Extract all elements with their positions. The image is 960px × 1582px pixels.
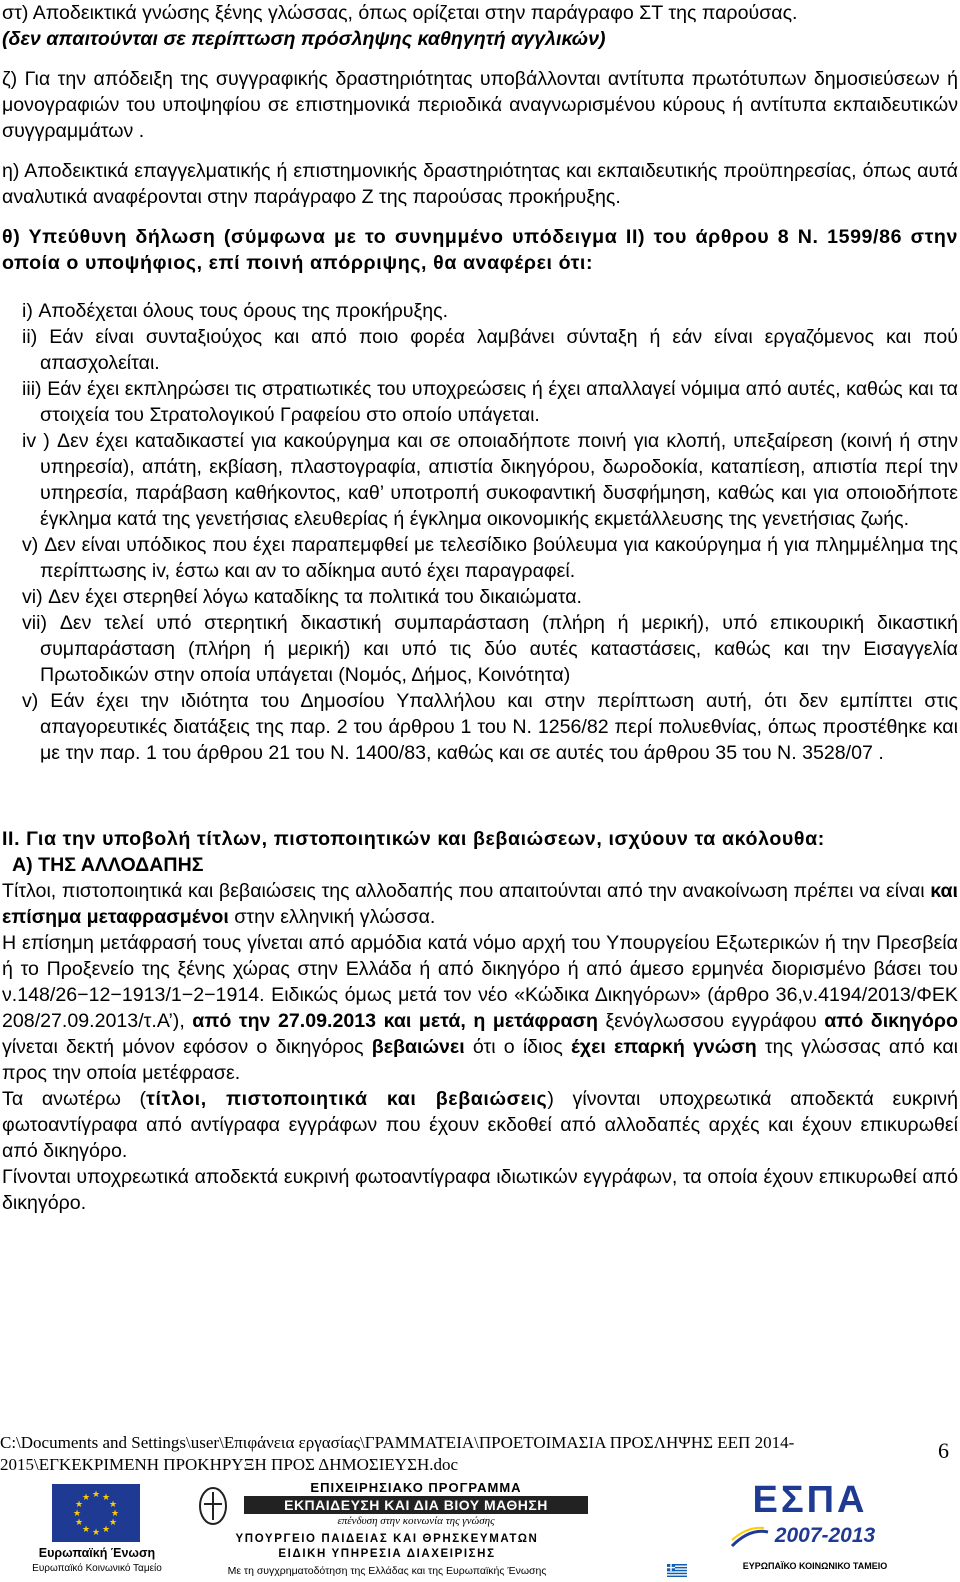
- paragraph-th: θ) Υπεύθυνη δήλωση (σύμφωνα με το συνημμένο υπόδειγμα ΙΙ) του άρθρου 8 Ν. 1599/86 στην οποία ο υποψήφιος, επί ποινή απόρριψης, θα αναφέρει ότι:: [2, 226, 958, 274]
- list-item: ii) Εάν είναι συνταξιούχος και από ποιο φορέα λαμβάνει σύνταξη ή εάν είναι εργαζόμενος και πού απασχολείται.: [22, 326, 958, 374]
- svg-text:★: ★: [81, 1493, 91, 1503]
- ministry-caption: ΥΠΟΥΡΓΕΙΟ ΠΑΙΔΕΙΑΣ ΚΑΙ ΘΡΗΣΚΕΥΜΑΤΩΝ ΕΙΔΙΚΗ ΥΠΗΡΕΣΙΑ ΔΙΑΧΕΙΡΙΣΗΣ: [235, 1533, 539, 1560]
- page-number: 6: [938, 1438, 949, 1463]
- paragraph-foreign-1: Τίτλοι, πιστοποιητικά και βεβαιώσεις της αλλοδαπής που απαιτούνται από την ανακοίνωση πρέπει να είναι και επίσημα μεταφρασμένοι στην ελληνική γλώσσα.: [2, 880, 958, 928]
- paragraph-i: η) Αποδεικτικά επαγγελματικής ή επιστημονικής δραστηριότητας και εκπαιδευτικής προϋπηρεσίας, όπως αυτά αναλυτικά αναφέρονται στην παράγραφο Ζ της παρούσας προκήρυξης.: [2, 160, 958, 208]
- greek-flag-icon: [667, 1564, 687, 1577]
- section-heading-A: Α) ΤΗΣ ΑΛΛΟΔΑΠΗΣ: [12, 854, 204, 876]
- list-item: i) Αποδέχεται όλους τους όρους της προκήρυξης.: [22, 300, 449, 322]
- paragraph-foreign-3: Τα ανωτέρω (τίτλοι, πιστοποιητικά και βεβαιώσεις) γίνονται υποχρεωτικά αποδεκτά ευκρινή φωτοαντίγραφα από αντίγραφα εγγράφων που έχουν εκδοθεί από αλλοδαπές αρχές και έχουν επικυρωθεί από δικηγόρο.: [2, 1088, 958, 1162]
- eu-logo: [22, 1480, 172, 1580]
- svg-text:★: ★: [110, 1509, 120, 1519]
- svg-text:★: ★: [91, 1490, 101, 1500]
- eu-caption: Ευρωπαϊκή Ένωση Ευρωπαϊκό Κοινωνικό Ταμείο: [32, 1546, 162, 1574]
- svg-text:★: ★: [81, 1525, 91, 1535]
- paragraph-foreign-2: Η επίσημη μετάφρασή τους γίνεται από αρμόδια κατά νόμο αρχή του Υπουργείου Εξωτερικών ή την Πρεσβεία ή το Προξενείο της ξένης χώρας στην Ελλάδα ή από δικηγόρο ή από άμεσο ερμηνέα διορισμένο βάσει του ν.148/26−12−1913/1−2−1914. Ειδικώς όμως μετά τον νέο «Κώδικα Δικηγόρων» (άρθρο 36,ν.4194/2013/ΦΕΚ 208/27.09.2013/τ.Α’), από την 27.09.2013 και μετά, η μετάφραση ξενόγλωσσου εγγράφου από δικηγόρο γίνεται δεκτή μόνον εφόσον ο δικηγόρος βεβαιώνει ότι ο ίδιος έχει επαρκή γνώση της γλώσσας από και προς την οποία μετέφρασε.: [2, 932, 959, 1084]
- footer-file-path: C:\Documents and Settings\user\Επιφάνεια εργασίας\ΓΡΑΜΜΑΤΕΙΑ\ΠΡΟΕΤΟΙΜΑΣΙΑ ΠΡΟΣΛΗΨΗΣ ΕΕΠ 2014-2015\ΕΓΚΕΚΡΙΜΕΝΗ ΠΡΟΚΗΡΥΞΗ ΠΡΟΣ ΔΗΜΟΣΙΕΥΣΗ.doc: [0, 1433, 795, 1474]
- list-item: iii) Εάν έχει εκπληρώσει τις στρατιωτικές του υποχρεώσεις ή έχει απαλλαγεί νόμιμα από αυτές, καθώς και τα στοιχεία του Στρατολογικού Γραφείου στο οποίο υπάγεται.: [22, 378, 958, 426]
- funding-logos-strip: [0, 1480, 960, 1580]
- svg-text:★: ★: [101, 1525, 111, 1535]
- paragraph-z: ζ) Για την απόδειξη της συγγραφικής δραστηριότητας υποβάλλονται αντίτυπα πρωτότυπων δημοσιεύσεων ή μονογραφιών του υποψηφίου σε επιστημονικά περιοδικά αναγνωρισμένου κύρους ή αντίτυπα εκπαιδευτικών συγγραμμάτων .: [2, 68, 958, 142]
- program-logo: [182, 1480, 592, 1580]
- espa-years: 2007-2013: [774, 1524, 876, 1547]
- list-item: v) Εάν έχει την ιδιότητα του Δημοσίου Υπαλλήλου και στην περίπτωση αυτή, ότι δεν εμπίπτει στις απαγορευτικές διατάξεις της παρ. 2 του άρθρου 1 του Ν. 1256/82 περί πολυεθνίας, όπως προστέθηκε και με την παρ. 1 του άρθρου 21 του Ν. 1400/83, καθώς και σε αυτές του άρθρου 35 του Ν. 3528/07 .: [22, 690, 958, 764]
- espa-logo: [720, 1480, 890, 1580]
- svg-text:★: ★: [108, 1500, 118, 1510]
- list-item: vi) Δεν έχει στερηθεί λόγω καταδίκης τα πολιτικά του δικαιώματα.: [22, 586, 582, 608]
- list-item: vii) Δεν τελεί υπό στερητική δικαστική συμπαράσταση (πλήρη ή μερική), υπό επικουρική δικαστική συμπαράσταση (πλήρη ή μερική) και υπό τις δύο αυτές καταστάσεις, καθώς και την Εισαγγελία Πρωτοδικών στην οποία υπάγεται (Νομός, Δήμος, Κοινότητα): [22, 612, 958, 686]
- eu-flag-icon: [52, 1484, 140, 1542]
- program-title-box: ΕΠΙΧΕΙΡΗΣΙΑΚΟ ΠΡΟΓΡΑΜΜΑ ΕΚΠΑΙΔΕΥΣΗ ΚΑΙ ΔΙΑ ΒΙΟΥ ΜΑΘΗΣΗ επένδυση στην κοινωνία της γνώσης: [244, 1480, 588, 1528]
- list-item: v) Δεν είναι υπόδικος που έχει παραπεμφθεί με τελεσίδικο βούλευμα για κακούργημα ή για πλημμέλημα της περίπτωσης iv, έστω και αν το αδίκημα αυτό έχει παραγραφεί.: [22, 534, 958, 582]
- paragraph-st: στ) Αποδεικτικά γνώσης ξένης γλώσσας, όπως ορίζεται στην παράγραφο ΣΤ της παρούσας.: [2, 2, 798, 24]
- svg-text:★: ★: [91, 1528, 101, 1538]
- svg-text:★: ★: [101, 1493, 111, 1503]
- paragraph-st-note: (δεν απαιτούνται σε περίπτωση πρόσληψης καθηγητή αγγλικών): [2, 28, 606, 50]
- svg-text:★: ★: [74, 1500, 84, 1510]
- declaration-list: [2, 298, 958, 766]
- svg-text:★: ★: [108, 1518, 118, 1528]
- svg-text:★: ★: [74, 1518, 84, 1528]
- section-heading-II: ΙΙ. Για την υποβολή τίτλων, πιστοποιητικών και βεβαιώσεων, ισχύουν τα ακόλουθα:: [2, 828, 825, 850]
- greek-emblem-icon: [198, 1486, 228, 1526]
- espa-wordmark: ΕΣΠΑ: [752, 1479, 868, 1521]
- espa-caption: ΕΥΡΩΠΑΪΚΟ ΚΟΙΝΩΝΙΚΟ ΤΑΜΕΙΟ: [742, 1561, 888, 1571]
- cofunding-caption: Με τη συγχρηματοδότηση της Ελλάδας και της Ευρωπαϊκής Ένωσης: [227, 1565, 547, 1577]
- svg-text:★: ★: [72, 1509, 82, 1519]
- paragraph-foreign-4: Γίνονται υποχρεωτικά αποδεκτά ευκρινή φωτοαντίγραφα ιδιωτικών εγγράφων, τα οποία έχουν επικυρωθεί από δικηγόρο.: [2, 1166, 958, 1214]
- list-item: iv ) Δεν έχει καταδικαστεί για κακούργημα και σε οποιαδήποτε ποινή για κλοπή, υπεξαίρεση (κοινή ή στην υπηρεσία), απάτη, εκβίαση, πλαστογραφία, απιστία δικηγόρου, δωροδοκία, καταπίεση, απιστία περί την υπηρεσία, παράβαση καθήκοντος, καθ’ υποτροπή συκοφαντική δυσφήμηση, καθώς και για οποιοδήποτε έγκλημα κατά της γενετήσιας ελευθερίας ή έγκλημα οικονομικής εκμετάλλευσης της γενετήσιας ζωής.: [22, 430, 958, 530]
